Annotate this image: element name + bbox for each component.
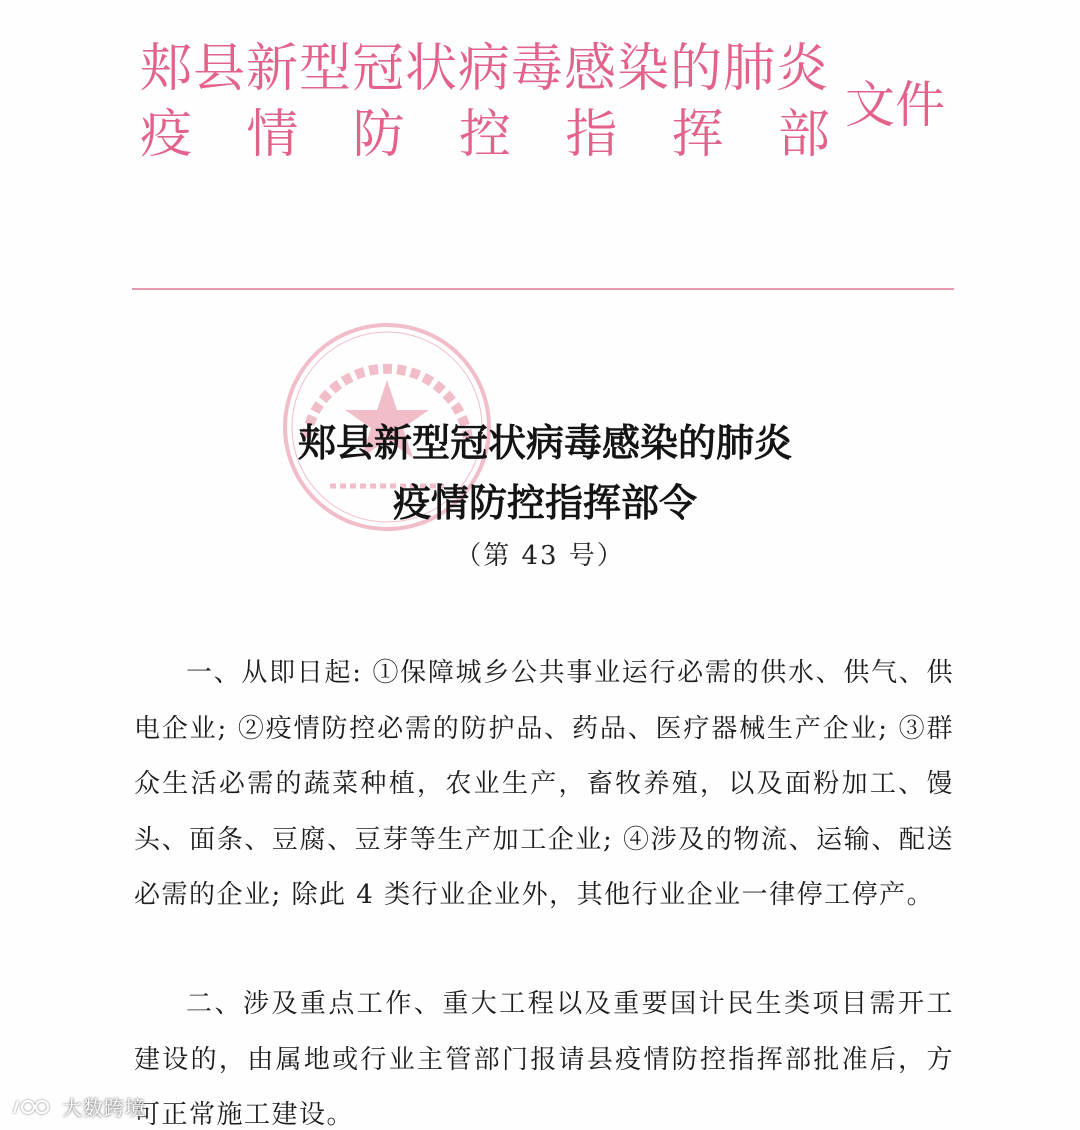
watermark-text: 大数跨境 xyxy=(62,1096,146,1120)
letterhead-char: 控 xyxy=(458,105,511,165)
letterhead-char: 防 xyxy=(352,105,405,165)
watermark-logo-icon xyxy=(8,1093,56,1121)
document-number: （第 43 号） xyxy=(455,541,625,571)
letterhead-divider xyxy=(132,288,954,290)
body-paragraph-2: 二、涉及重点工作、重大工程以及重要国计民生类项目需开工建设的，由属地或行业主管部门报请县疫情防控指挥部批准后，方可正常施工建设。 xyxy=(134,989,954,1130)
letterhead-suffix: 文件 xyxy=(845,76,945,134)
letterhead-char: 挥 xyxy=(671,105,724,165)
document-title-line-1: 郏县新型冠状病毒感染的肺炎 xyxy=(297,420,792,465)
letterhead-line-2 xyxy=(140,104,830,166)
watermark xyxy=(8,1092,146,1121)
letterhead xyxy=(140,38,960,168)
letterhead-char: 疫 xyxy=(140,105,193,165)
body-paragraph-1: 一、从即日起: ①保障城乡公共事业运行必需的供水、供气、供电企业; ②疫情防控必需的防护品、药品、医疗器械生产企业; ③群众生活必需的蔬菜种植，农业生产，畜牧养殖，以及面粉加工、馒头、面条、豆腐、豆芽等生产加工企业; ④涉及的物流、运输、配送必需的企业; 除此 4 类行业企业外，其他行业企业一律停工停产。 xyxy=(134,658,954,910)
document-title-line-2: 疫情防控指挥部令 xyxy=(392,480,697,525)
letterhead-line-1: 郏县新型冠状病毒感染的肺炎 xyxy=(140,39,830,99)
letterhead-char: 指 xyxy=(565,105,618,165)
letterhead-char: 部 xyxy=(777,105,830,165)
letterhead-char: 情 xyxy=(246,105,299,165)
